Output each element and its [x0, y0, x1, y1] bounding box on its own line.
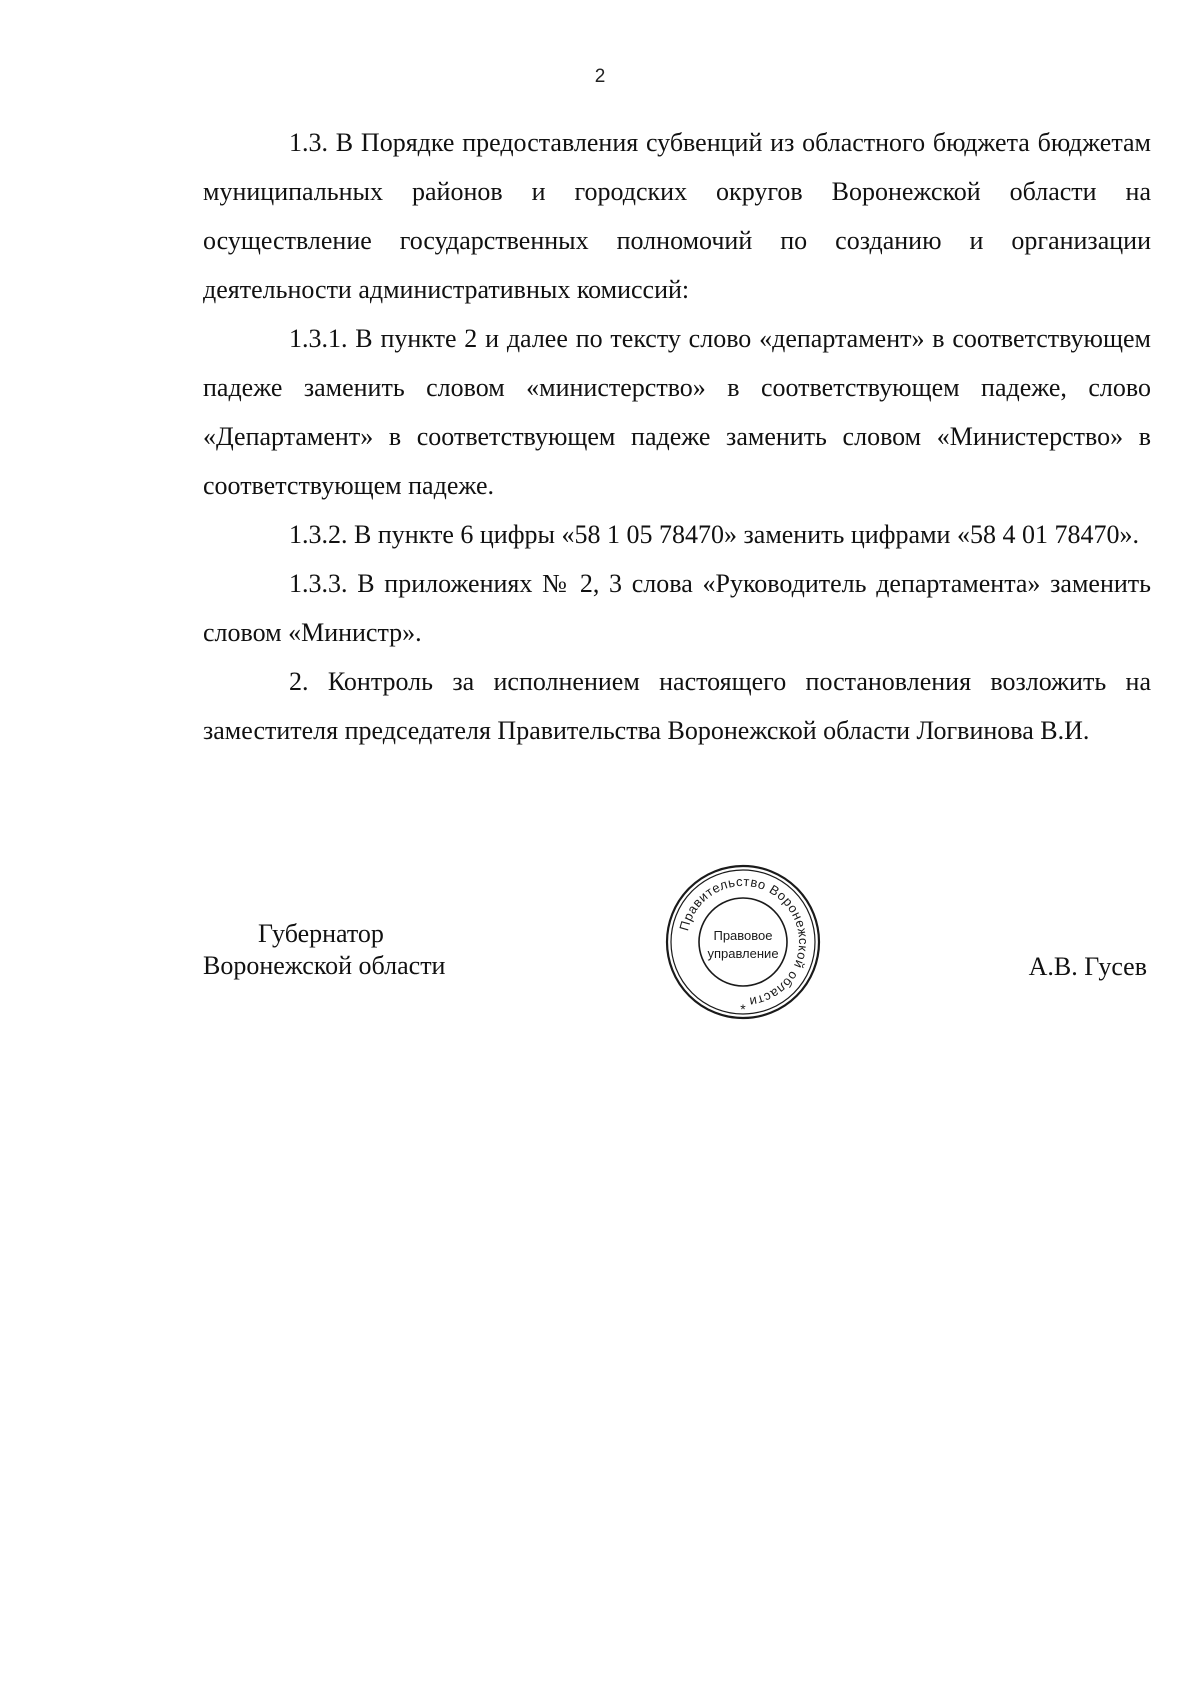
- seal-inner-line2: управление: [707, 946, 779, 961]
- signatory-name: А.В. Гусев: [1028, 952, 1147, 981]
- signatory-title: [203, 918, 445, 982]
- paragraph-2: 2. Контроль за исполнением настоящего постановления возложить на заместителя председателя Правительства Воронежской области Логвинова В.И.: [203, 667, 1151, 745]
- seal-star: *: [740, 1001, 746, 1017]
- signatory-title-line2: Воронежской области: [203, 951, 446, 980]
- page-number: 2: [594, 66, 606, 87]
- paragraph-1-3-2: 1.3.2. В пункте 6 цифры «58 1 05 78470» заменить цифрами «58 4 01 78470».: [289, 520, 1139, 549]
- document-body: [203, 118, 1151, 755]
- paragraph-1-3-1: 1.3.1. В пункте 2 и далее по тексту слово «департамент» в соответствующем падеже заменить словом «министерство» в соответствующем падеже, слово «Департамент» в соответствующем падеже заменить словом «Министерство» в соответствующем падеже.: [203, 324, 1151, 500]
- signatory-title-line1: Губернатор: [258, 919, 384, 948]
- paragraph-1-3: 1.3. В Порядке предоставления субвенций из областного бюджета бюджетам муниципальных районов и городских округов Воронежской области на осуществление государственных полномочий по созданию и организации деятельности административных комиссий:: [203, 128, 1151, 304]
- seal-outer-text: Правительство Воронежской области: [676, 873, 812, 1010]
- paragraph-1-3-3: 1.3.3. В приложениях № 2, 3 слова «Руководитель департамента» заменить словом «Министр».: [203, 569, 1151, 647]
- seal-inner-line1: Правовое: [713, 928, 773, 943]
- official-seal-stamp: [663, 862, 823, 1022]
